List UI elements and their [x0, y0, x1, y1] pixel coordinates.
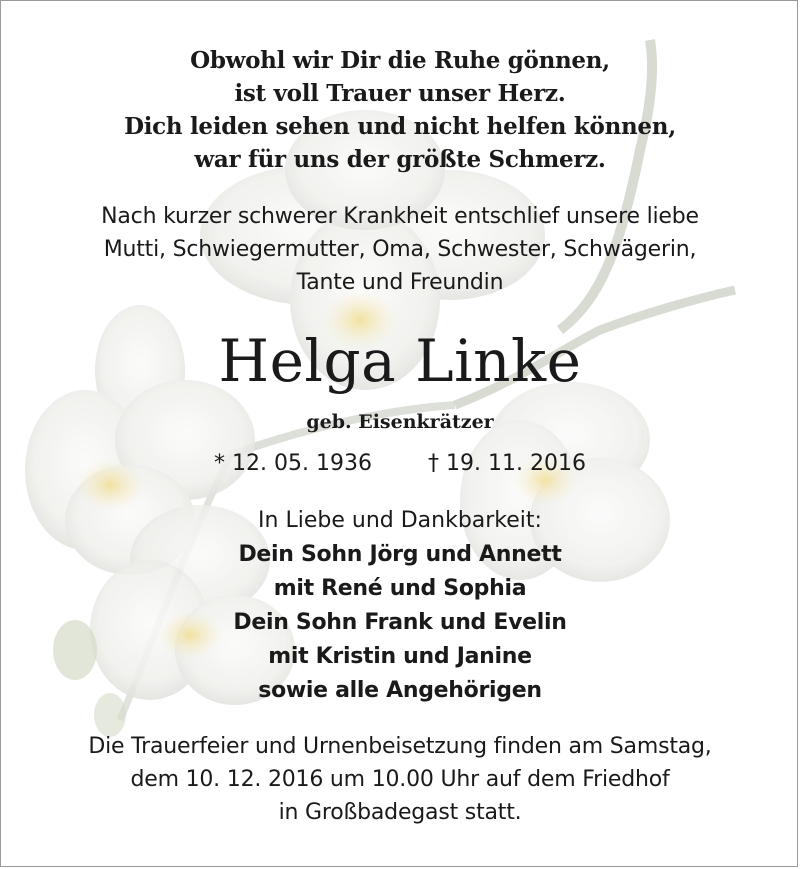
death-date: † 19. 11. 2016 — [428, 451, 586, 476]
deceased-name: Helga Linke — [218, 327, 582, 395]
mourner-line: Dein Sohn Jörg und Annett — [238, 542, 562, 567]
funeral-line: in Großbadegast statt. — [278, 800, 522, 825]
mourners-list — [0, 504, 800, 708]
mourner-line: mit René und Sophia — [273, 576, 527, 601]
poem-line: ist voll Trauer unser Herz. — [234, 80, 566, 107]
poem-line: Obwohl wir Dir die Ruhe gönnen, — [190, 47, 610, 74]
memorial-poem — [0, 44, 800, 176]
mourner-line: sowie alle Angehörigen — [258, 678, 542, 703]
mourner-line: mit Kristin und Janine — [268, 644, 532, 669]
death-announcement — [0, 200, 800, 299]
announcement-line: Tante und Freundin — [296, 270, 504, 295]
mourners-intro: In Liebe und Dankbarkeit: — [258, 508, 542, 533]
funeral-line: dem 10. 12. 2016 um 10.00 Uhr auf dem Friedhof — [130, 767, 670, 792]
poem-line: war für uns der größte Schmerz. — [194, 146, 606, 173]
poem-line: Dich leiden sehen und nicht helfen können, — [124, 113, 676, 140]
birth-date: * 12. 05. 1936 — [214, 451, 372, 476]
announcement-line: Nach kurzer schwerer Krankheit entschlief unsere liebe — [101, 204, 699, 229]
announcement-line: Mutti, Schwiegermutter, Oma, Schwester, Schwägerin, — [103, 237, 697, 262]
maiden-name: geb. Eisenkrätzer — [306, 411, 494, 433]
life-dates — [0, 448, 800, 480]
funeral-line: Die Trauerfeier und Urnenbeisetzung finden am Samstag, — [88, 734, 712, 759]
funeral-details — [0, 730, 800, 829]
mourner-line: Dein Sohn Frank und Evelin — [233, 610, 567, 635]
